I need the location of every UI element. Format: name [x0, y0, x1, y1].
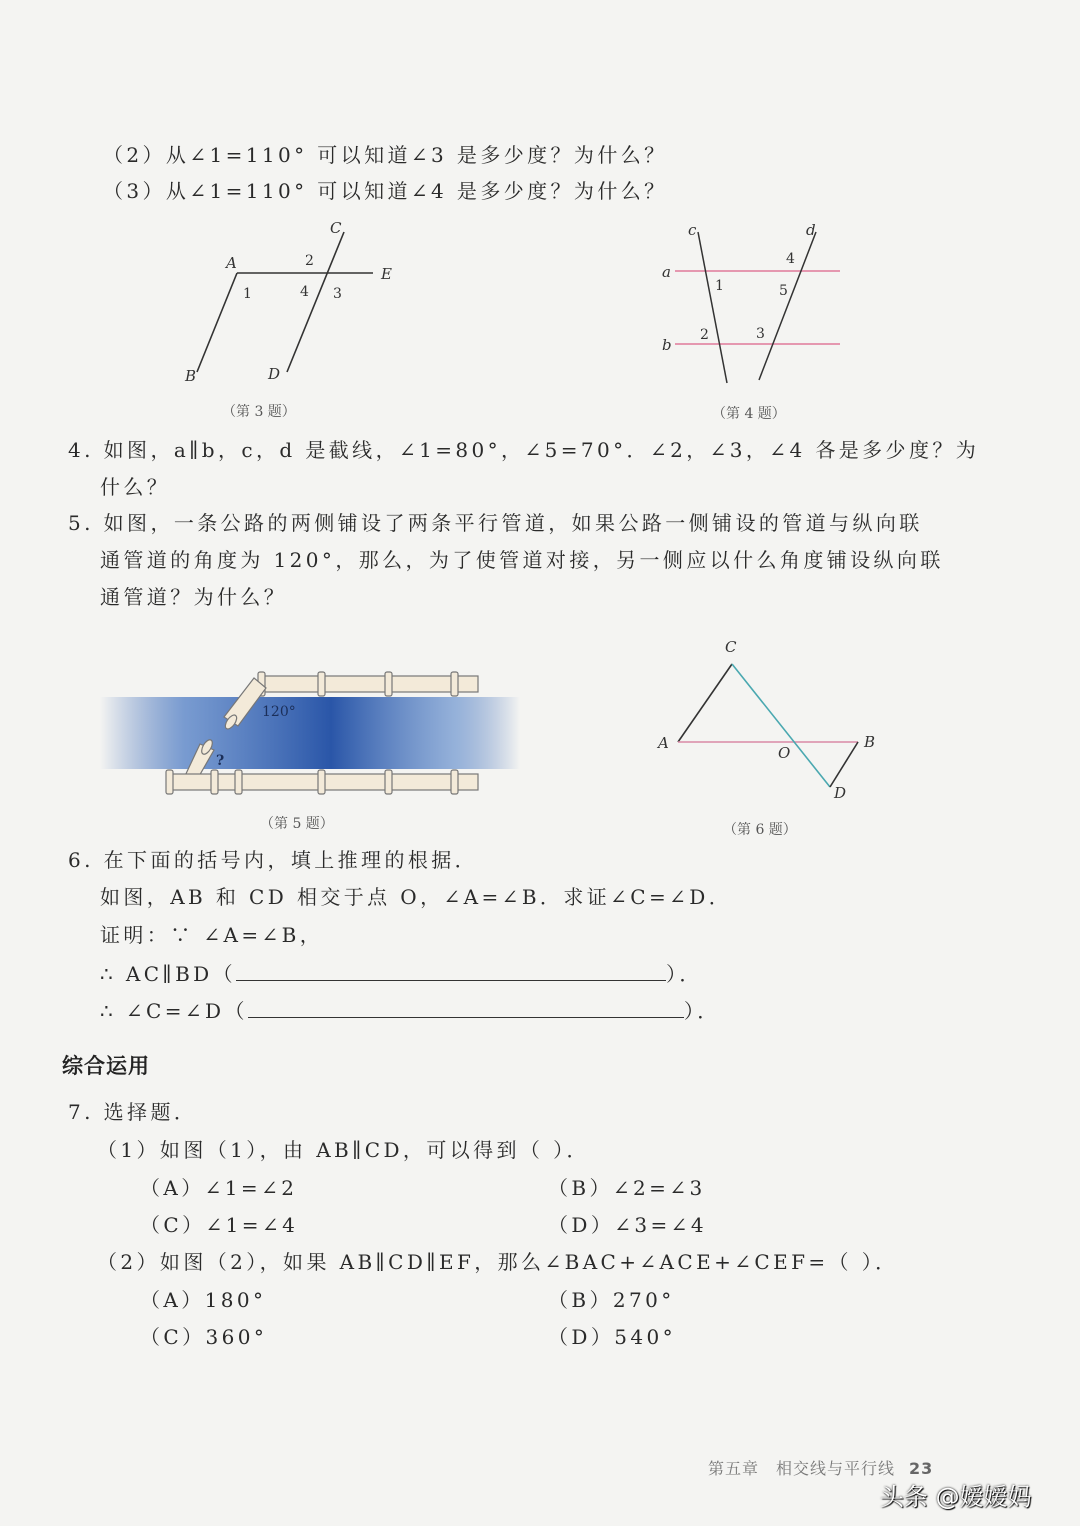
- q7-p2-option-d: （D）540°: [548, 1325, 677, 1349]
- q5-line1: 5. 如图，一条公路的两侧铺设了两条平行管道，如果公路一侧铺设的管道与纵向联: [68, 511, 923, 535]
- q7-p1-stem: （1）如图（1），由 AB∥CD，可以得到（ ）．: [97, 1138, 590, 1162]
- q5-line2: 通管道的角度为 120°，那么，为了使管道对接，另一侧应以什么角度铺设纵向联: [100, 548, 944, 572]
- fig6-label-C: C: [725, 638, 737, 656]
- fig5-angle-label: 120°: [262, 704, 296, 720]
- q7-p1-option-c: （C）∠1=∠4: [140, 1213, 299, 1237]
- fig3-label-E: E: [381, 265, 392, 283]
- q5-line3: 通管道？为什么？: [100, 585, 288, 609]
- page-footer: [708, 1456, 933, 1479]
- fig4-label-b: b: [662, 336, 672, 354]
- q6-step2-blank[interactable]: [248, 997, 684, 1018]
- q6-step2: [100, 997, 721, 1023]
- q6-step1-close: ）．: [666, 962, 703, 986]
- fig5-unknown-label: ?: [216, 753, 225, 769]
- section-title: 综合运用: [62, 1054, 150, 1078]
- q7-p2-option-b: （B）270°: [548, 1288, 675, 1312]
- q6-line1: 6. 在下面的括号内，填上推理的根据．: [68, 848, 479, 872]
- q6-step1-blank[interactable]: [236, 960, 666, 981]
- fig4-label-1: 1: [715, 278, 724, 294]
- q6-step1: [100, 960, 703, 986]
- q6-step2-close: ）．: [683, 999, 721, 1023]
- fig3-label-A: A: [226, 254, 237, 272]
- fig6-caption: （第 6 题）: [723, 822, 797, 838]
- q6-proof-line: 证明：∵ ∠A=∠B，: [100, 923, 324, 947]
- q6-line2: 如图，AB 和 CD 相交于点 O，∠A=∠B．求证∠C=∠D．: [100, 885, 733, 909]
- q6-step1-text: ∴ AC∥BD（: [100, 962, 236, 986]
- fig6-label-A: A: [658, 734, 669, 752]
- q7-p1-option-d: （D）∠3=∠4: [548, 1213, 707, 1237]
- figure-5: [100, 672, 520, 794]
- fig4-label-3: 3: [756, 326, 765, 342]
- fig3-label-D: D: [268, 365, 281, 383]
- q7-p2-option-c: （C）360°: [140, 1325, 268, 1349]
- q4-line2: 什么？: [100, 475, 171, 499]
- fig4-caption: （第 4 题）: [712, 406, 786, 422]
- fig5-caption: （第 5 题）: [260, 816, 334, 832]
- fig3-label-2: 2: [305, 253, 314, 269]
- fig3-label-1: 1: [243, 286, 252, 302]
- q7-p1-option-a: （A）∠1=∠2: [140, 1176, 298, 1200]
- q4-line1: 4. 如图，a∥b，c，d 是截线，∠1=80°，∠5=70°．∠2，∠3，∠4 各是多少度？为: [68, 438, 980, 462]
- chapter-title: 第五章 相交线与平行线: [708, 1459, 896, 1478]
- watermark: 头条 @嫒嫒妈: [880, 1483, 1032, 1511]
- q7-p1-option-b: （B）∠2=∠3: [548, 1176, 706, 1200]
- fig4-label-4: 4: [786, 251, 795, 267]
- q3-sub3: （3）从∠1=110° 可以知道∠4 是多少度？为什么？: [103, 179, 668, 203]
- fig3-label-C: C: [330, 219, 342, 237]
- figure-3: [197, 232, 373, 372]
- fig6-label-B: B: [864, 733, 876, 751]
- fig6-label-D: D: [834, 784, 847, 802]
- q7-title: 7. 选择题．: [68, 1100, 198, 1124]
- fig4-label-d: d: [806, 221, 816, 239]
- fig4-label-a: a: [662, 263, 671, 281]
- fig4-label-5: 5: [779, 283, 788, 299]
- figure-6: [678, 664, 858, 787]
- road: [100, 697, 520, 769]
- page-number: 23: [909, 1459, 934, 1478]
- figure-4: [675, 232, 840, 383]
- q7-p2-stem: （2）如图（2），如果 AB∥CD∥EF，那么∠BAC+∠ACE+∠CEF=（ ）．: [97, 1250, 899, 1274]
- fig4-label-2: 2: [700, 327, 709, 343]
- fig3-caption: （第 3 题）: [222, 404, 296, 420]
- fig3-label-B: B: [185, 367, 197, 385]
- fig3-label-4: 4: [300, 284, 309, 300]
- q7-p2-option-a: （A）180°: [140, 1288, 267, 1312]
- fig3-label-3: 3: [333, 286, 342, 302]
- fig6-label-O: O: [778, 744, 791, 762]
- fig4-label-c: c: [688, 221, 697, 239]
- q6-step2-text: ∴ ∠C=∠D（: [100, 999, 248, 1023]
- q3-sub2: （2）从∠1=110° 可以知道∠3 是多少度？为什么？: [103, 143, 668, 167]
